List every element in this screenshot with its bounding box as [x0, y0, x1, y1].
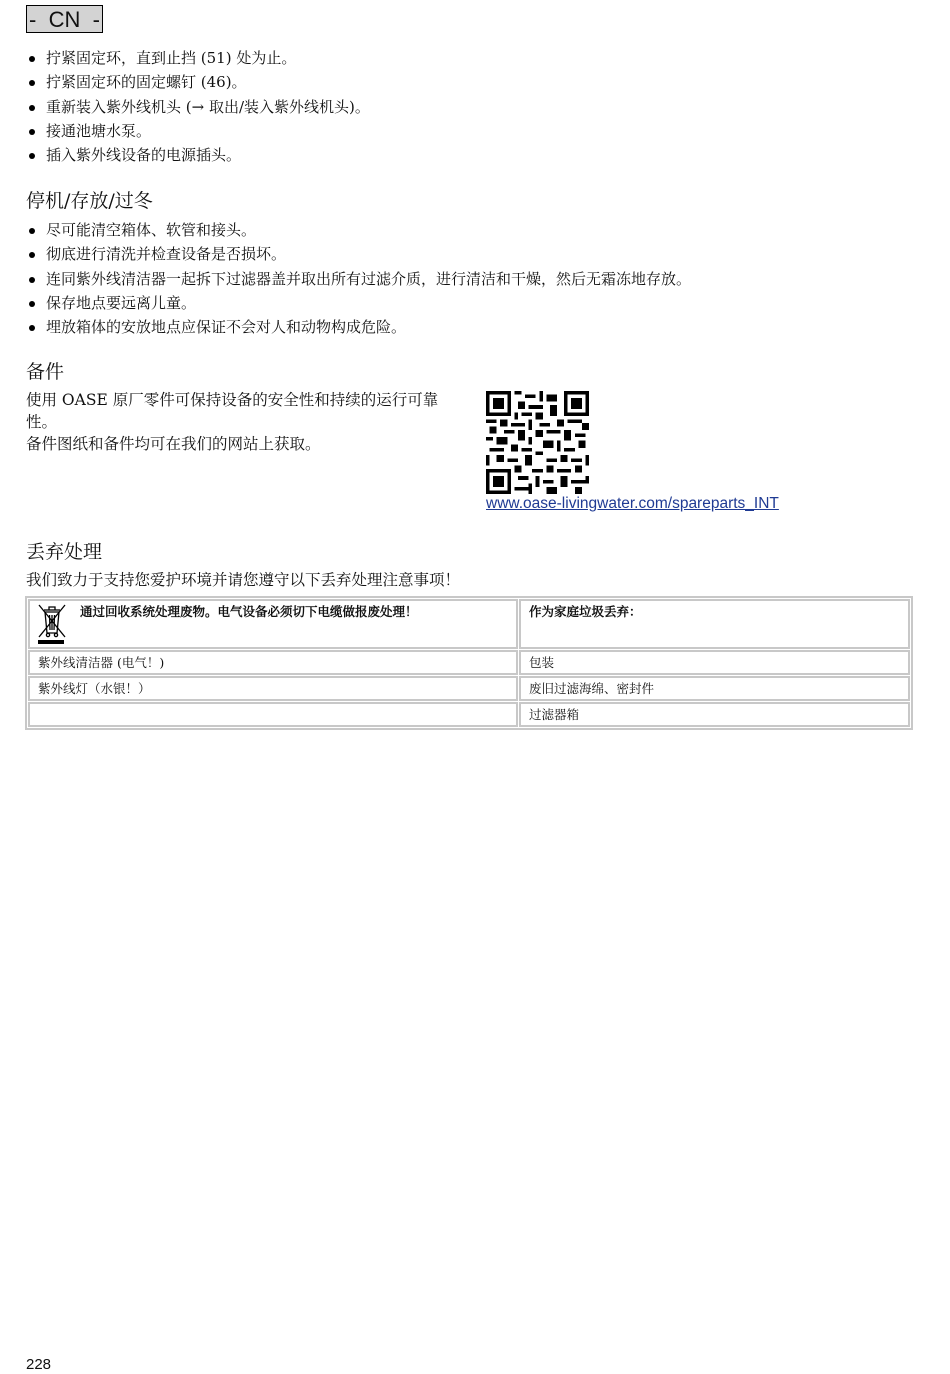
section-title-disposal: 丢弃处理: [26, 541, 103, 563]
table-cell: 紫外线灯（水银！）: [28, 676, 518, 701]
install-steps-list: [26, 46, 906, 167]
list-item: 连同紫外线清洁器一起拆下过滤器盖并取出所有过滤介质，进行清洁和干燥，然后无霜冻地存放。: [26, 267, 906, 291]
spare-parts-text-line: 备件图纸和备件均可在我们的网站上获取。: [26, 435, 321, 453]
table-cell: [28, 702, 518, 727]
list-item: 保存地点要远离儿童。: [26, 291, 906, 315]
disposal-intro: 我们致力于支持您爱护环境并请您遵守以下丢弃处理注意事项！: [26, 571, 461, 589]
list-item: 拧紧固定环的固定螺钉 (46)。: [26, 70, 906, 94]
list-item: 接通池塘水泵。: [26, 119, 906, 143]
qr-code-icon: [486, 391, 589, 494]
list-item: 尽可能清空箱体、软管和接头。: [26, 218, 906, 242]
table-header-right: 作为家庭垃圾丢弃：: [519, 599, 910, 649]
list-item: 插入紫外线设备的电源插头。: [26, 143, 906, 167]
list-item: 埋放箱体的安放地点应保证不会对人和动物构成危险。: [26, 315, 906, 339]
table-row: [28, 650, 910, 675]
table-header-cell: [28, 599, 518, 649]
crossed-out-bin-icon: [36, 603, 68, 645]
storage-list: [26, 218, 906, 339]
table-header-left: 通过回收系统处理废物。电气设备必须切下电缆做报废处理！: [80, 604, 418, 619]
table-cell: 废旧过滤海绵、密封件: [519, 676, 910, 701]
table-cell: 过滤器箱: [519, 702, 910, 727]
table-cell: 包装: [519, 650, 910, 675]
language-tab: - CN -: [26, 5, 103, 33]
table-row: [28, 702, 910, 727]
list-item: 拧紧固定环，直到止挡 (51) 处为止。: [26, 46, 906, 70]
table-cell: 紫外线清洁器 (电气！): [28, 650, 518, 675]
section-title-spare-parts: 备件: [26, 361, 65, 383]
spare-parts-text-line: 使用 OASE 原厂零件可保持设备的安全性和持续的运行可靠性。: [26, 391, 439, 431]
spare-parts-link[interactable]: www.oase-livingwater.com/spareparts_INT: [486, 495, 779, 512]
page-number: 228: [26, 1356, 52, 1373]
table-row: [28, 676, 910, 701]
table-header-row: [28, 599, 910, 649]
list-item: 重新装入紫外线机头 (→ 取出/装入紫外线机头)。: [26, 95, 906, 119]
disposal-table: [25, 596, 913, 730]
list-item: 彻底进行清洗并检查设备是否损坏。: [26, 242, 906, 266]
spare-parts-text: [26, 389, 456, 455]
section-title-storage: 停机/存放/过冬: [26, 190, 153, 212]
